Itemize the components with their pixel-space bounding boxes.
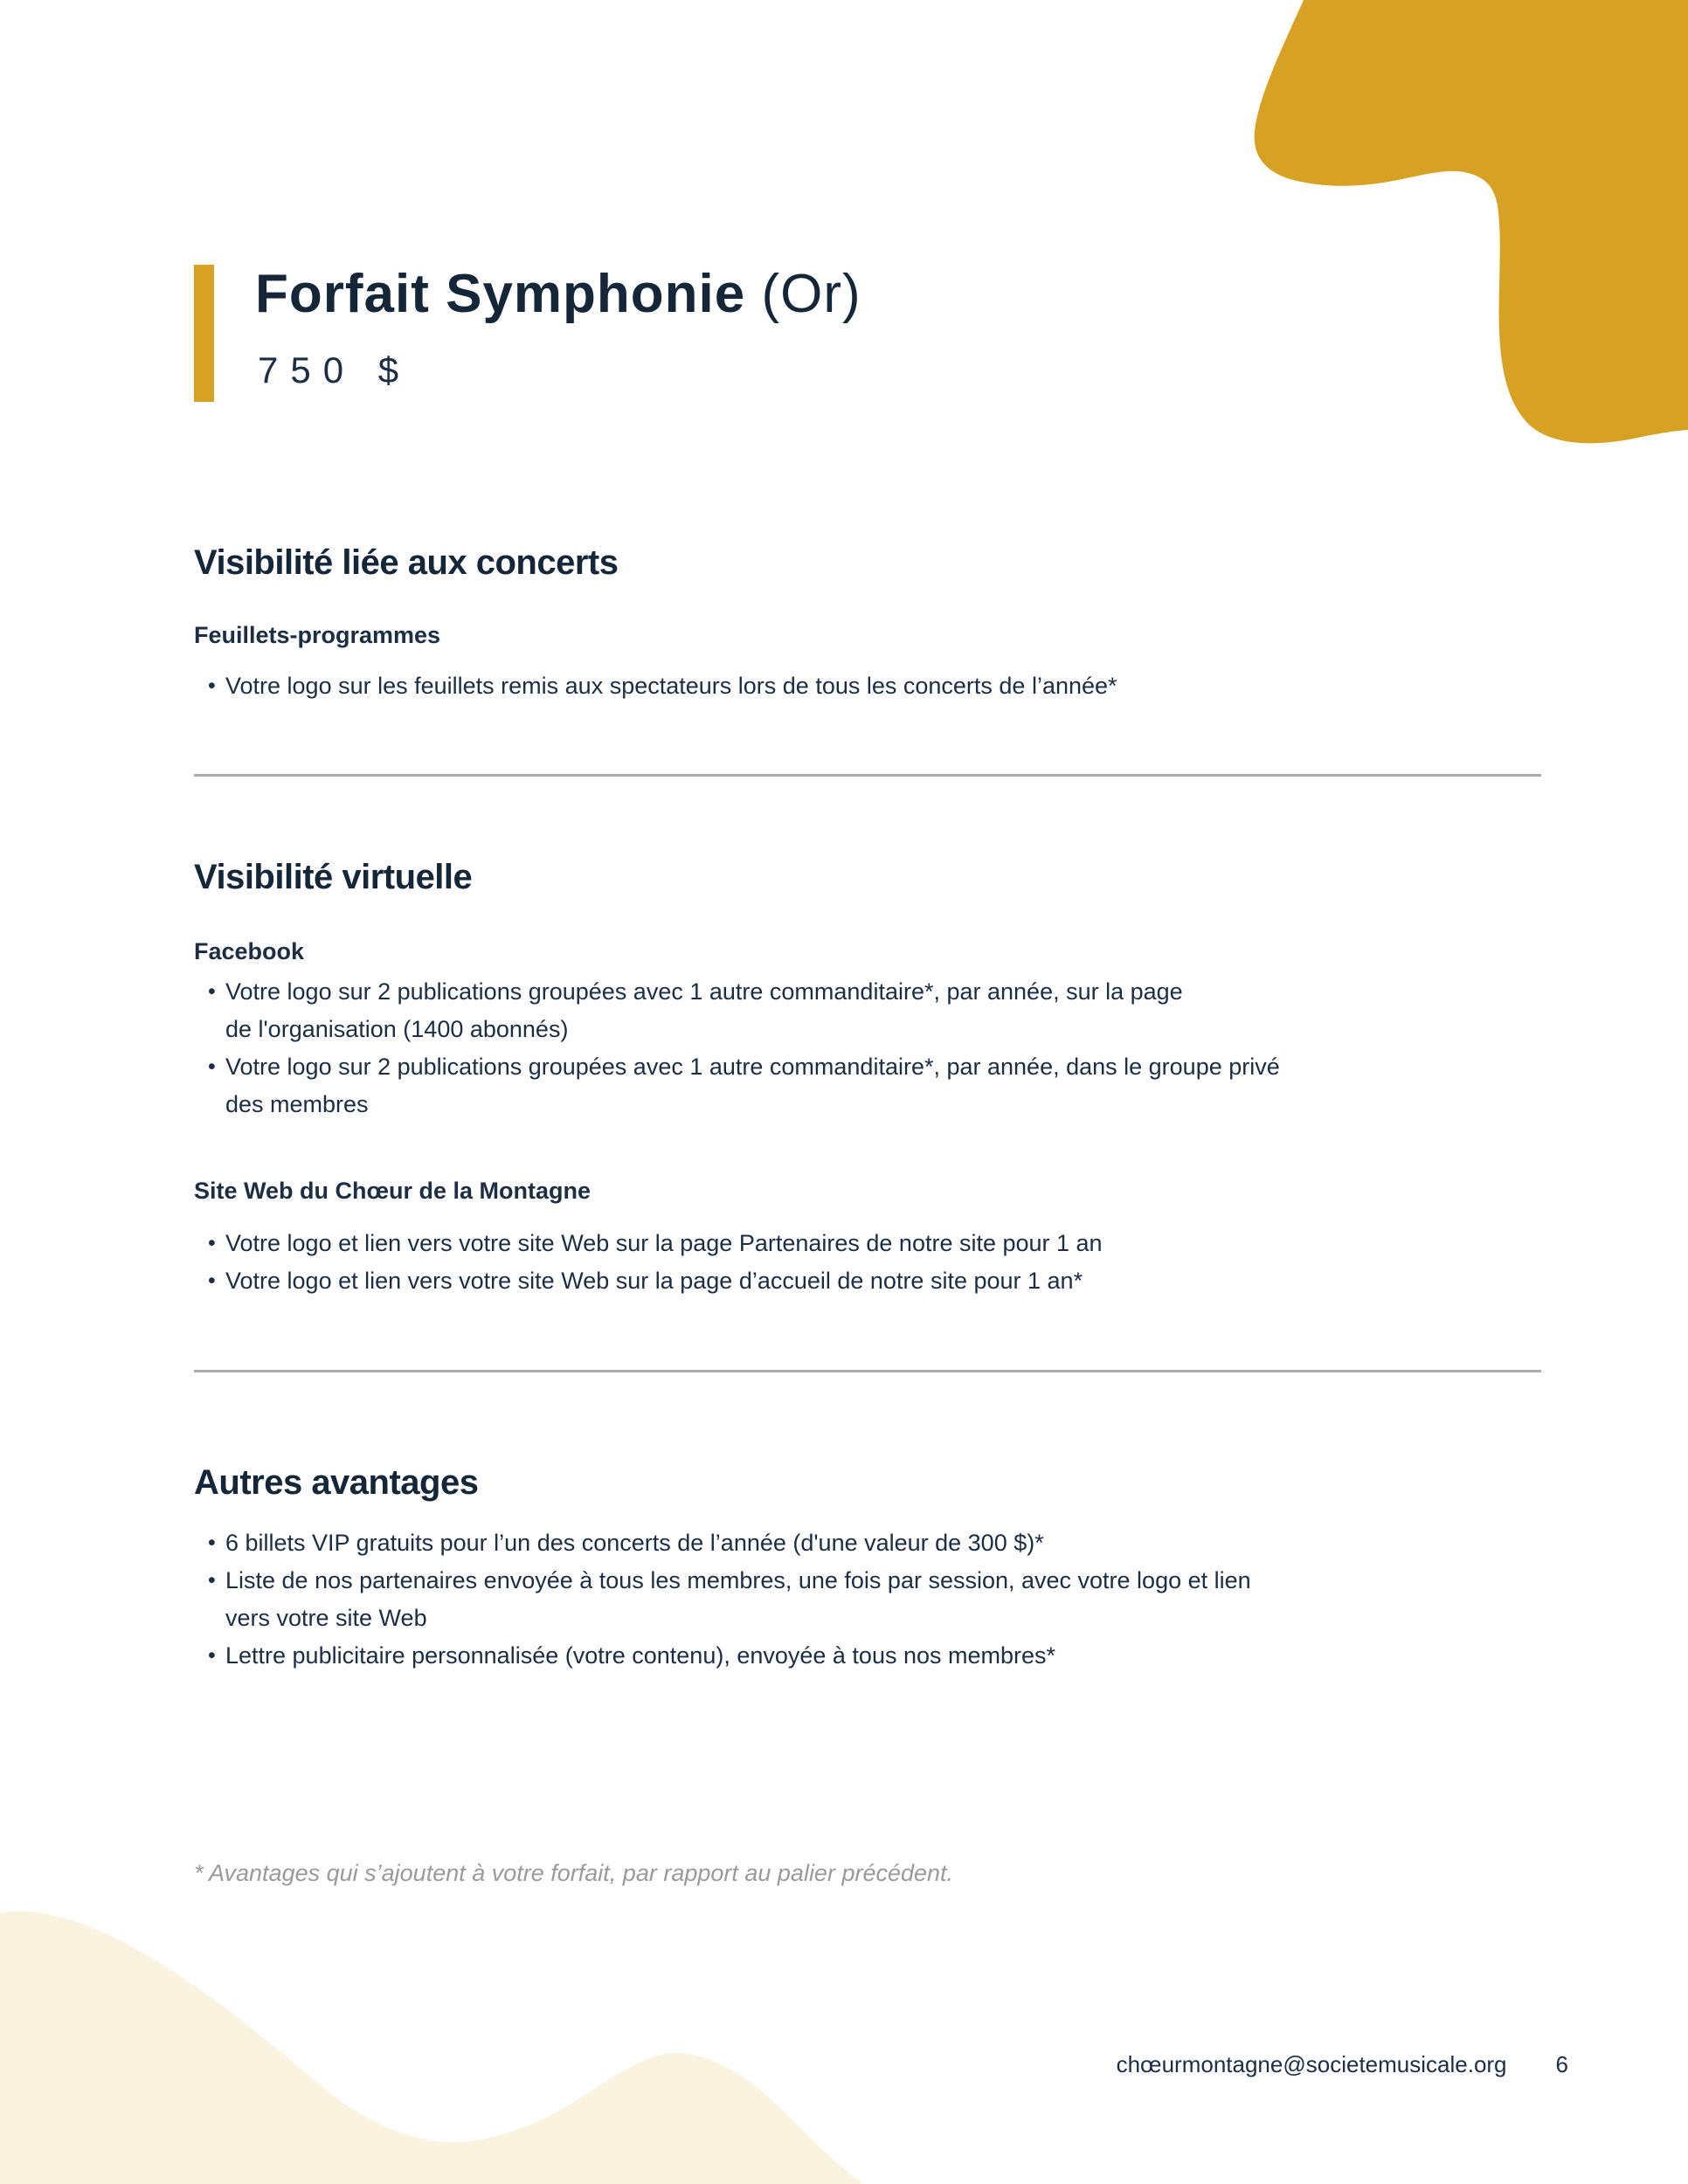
- gold-blob-decoration: [1255, 0, 1688, 443]
- bullet-text: vers votre site Web: [225, 1605, 427, 1631]
- bullet-text: Votre logo et lien vers votre site Web sur la page Partenaires de notre site pour 1 an: [225, 1230, 1103, 1256]
- subheading-facebook: Facebook: [194, 938, 305, 964]
- bullet-list-facebook: [194, 973, 1522, 1123]
- bullet-text: Votre logo sur les feuillets remis aux spectateurs lors de tous les concerts de l’année*: [225, 673, 1117, 699]
- cream-blob-decoration: [0, 1911, 863, 2184]
- bullet-text: Votre logo sur 2 publications groupées avec 1 autre commanditaire*, par année, dans le groupe privé: [225, 1054, 1280, 1080]
- bullet-marker: •: [208, 1231, 216, 1255]
- bullet-text: des membres: [225, 1091, 369, 1117]
- bullet-list-feuillets: [194, 667, 1522, 705]
- page-title-main: Forfait Symphonie: [255, 264, 746, 324]
- page-footer: [1117, 2051, 1568, 2077]
- bullet-text: Votre logo et lien vers votre site Web sur la page d’accueil de notre site pour 1 an*: [225, 1268, 1083, 1294]
- list-item: [194, 1637, 1522, 1675]
- section-heading-concert-visibility: Visibilité liée aux concerts: [194, 543, 619, 582]
- bullet-marker: •: [208, 1054, 216, 1079]
- bullet-marker: •: [208, 1643, 216, 1668]
- list-item: [194, 1524, 1522, 1562]
- bullet-text: Liste de nos partenaires envoyée à tous les membres, une fois par session, avec votre logo et lien: [225, 1567, 1251, 1593]
- footnote: * Avantages qui s’ajoutent à votre forfait, par rapport au palier précédent.: [194, 1860, 954, 1886]
- bullet-text: de l'organisation (1400 abonnés): [225, 1016, 569, 1042]
- list-item: [194, 667, 1522, 705]
- bullet-marker: •: [208, 674, 216, 698]
- section-heading-other-benefits: Autres avantages: [194, 1463, 479, 1502]
- footer-email: chœurmontagne@societemusicale.org: [1116, 2051, 1507, 2077]
- footer-page-number: 6: [1555, 2051, 1568, 2077]
- bullet-text: Lettre publicitaire personnalisée (votre contenu), envoyée à tous nos membres*: [225, 1642, 1056, 1669]
- list-item: [194, 973, 1522, 1048]
- list-item: [194, 1262, 1522, 1300]
- subheading-feuillets-programmes: Feuillets-programmes: [194, 622, 441, 648]
- bullet-marker: •: [208, 1568, 216, 1593]
- title-accent-bar: [194, 265, 214, 402]
- section-heading-virtual-visibility: Visibilité virtuelle: [194, 858, 473, 896]
- page-title: [255, 264, 861, 325]
- section-divider: [194, 774, 1541, 777]
- bullet-text: 6 billets VIP gratuits pour l’un des concerts de l’année (d'une valeur de 300 $)*: [225, 1530, 1044, 1556]
- list-item: [194, 1562, 1522, 1637]
- page-title-tier: (Or): [745, 264, 861, 324]
- bullet-marker: •: [208, 1268, 216, 1293]
- price-label: 750 $: [258, 349, 412, 390]
- list-item: [194, 1225, 1522, 1262]
- list-item: [194, 1048, 1522, 1123]
- subheading-site-web: Site Web du Chœur de la Montagne: [194, 1178, 591, 1204]
- section-divider: [194, 1370, 1541, 1372]
- bullet-marker: •: [208, 979, 216, 1004]
- bullet-marker: •: [208, 1531, 216, 1555]
- bullet-text: Votre logo sur 2 publications groupées avec 1 autre commanditaire*, par année, sur la page: [225, 978, 1183, 1005]
- bullet-list-site-web: [194, 1225, 1522, 1300]
- bullet-list-other-benefits: [194, 1524, 1522, 1675]
